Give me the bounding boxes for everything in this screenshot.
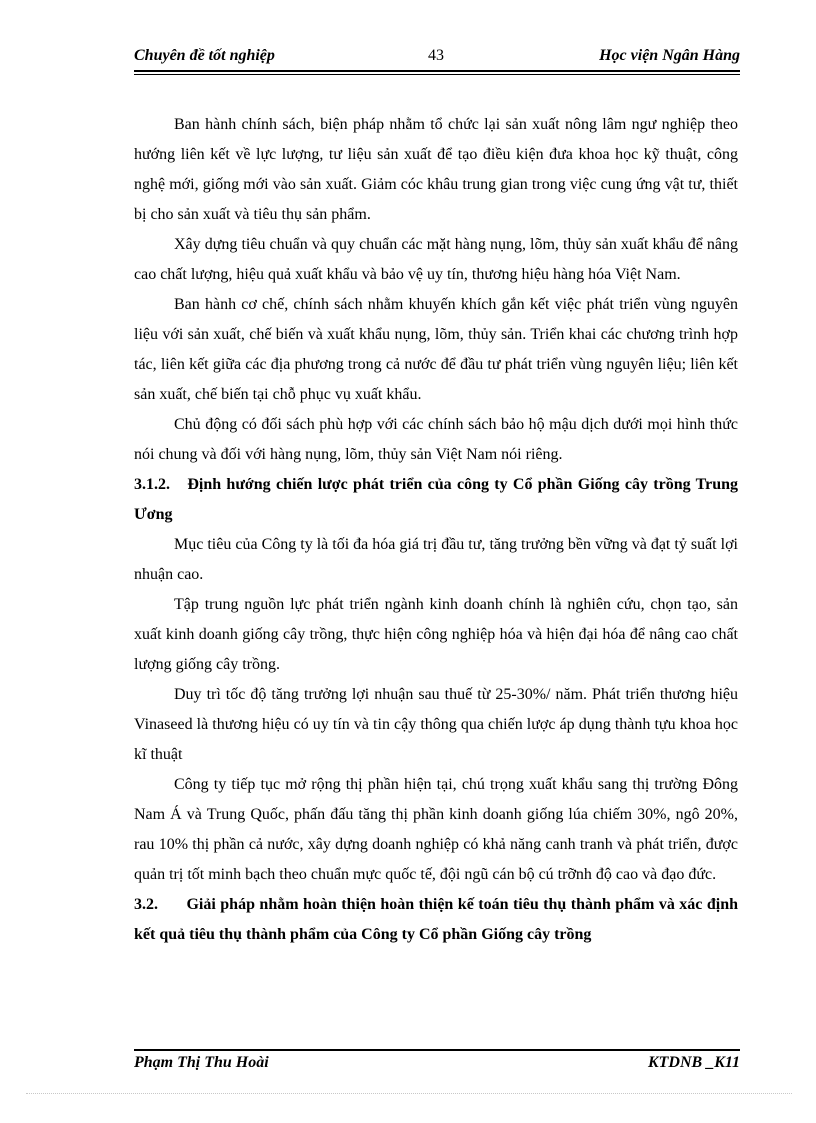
- section-title: Giải pháp nhằm hoàn thiện hoàn thiện kế toán tiêu thụ thành phẩm và xác định kết quả tiêu thụ thành phẩm của Công ty Cổ phần Giống cây trồng: [134, 896, 739, 943]
- paragraph: Tập trung nguồn lực phát triển ngành kinh doanh chính là nghiên cứu, chọn tạo, sản xuất kinh doanh giống cây trồng, thực hiện công nghiệp hóa và hiện đại hóa để nâng cao chất lượng giống cây trồng.: [134, 596, 738, 673]
- section-number: 3.1.2.: [134, 476, 170, 493]
- header-rule-thin: [134, 74, 740, 75]
- section-heading-3-1-2: [134, 470, 738, 530]
- header-page-number: 43: [428, 47, 444, 64]
- page-edge-divider: [26, 1093, 792, 1094]
- header-rule: [134, 70, 740, 72]
- paragraph: Công ty tiếp tục mở rộng thị phần hiện tại, chú trọng xuất khẩu sang thị trường Đông Nam Á và Trung Quốc, phấn đấu tăng thị phần kinh doanh giống lúa chiếm 30%, ngô 20%, rau 10% thị phần cả nước, xây dựng doanh nghiệp có khả năng canh tranh và phát triển, được quản trị tốt minh bạch theo chuẩn mực quốc tế, đội ngũ cán bộ cú trỡnh độ cao và đạo đức.: [134, 776, 738, 883]
- paragraph: Ban hành cơ chế, chính sách nhằm khuyến khích gắn kết việc phát triển vùng nguyên liệu với sản xuất, chế biến và xuất khẩu nụng, lõm, thủy sản. Triển khai các chương trình hợp tác, liên kết giữa các địa phương trong cả nước để đầu tư phát triển vùng nguyên liệu; liên kết sản xuất, chế biến tại chỗ phục vụ xuất khẩu.: [134, 296, 738, 403]
- paragraph: Chủ động có đối sách phù hợp với các chính sách bảo hộ mậu dịch dưới mọi hình thức nói chung và đối với hàng nụng, lõm, thủy sản Việt Nam nói riêng.: [134, 416, 738, 463]
- header-document-title: Chuyên đề tốt nghiệp: [134, 47, 275, 64]
- footer-class-code: KTDNB _K11: [647, 1054, 740, 1071]
- page-footer: [134, 1054, 740, 1078]
- header-institution: Học viện Ngân Hàng: [599, 47, 740, 64]
- paragraph: Duy trì tốc độ tăng trưởng lợi nhuận sau thuế từ 25-30%/ năm. Phát triển thương hiệu Vinaseed là thương hiệu có uy tín và tin cậy thông qua chiến lược áp dụng thành tựu khoa học kĩ thuật: [134, 686, 738, 763]
- section-title: Định hướng chiến lược phát triển của công ty Cổ phần Giống cây trồng Trung Ương: [134, 476, 738, 523]
- section-heading-3-2: [134, 890, 738, 950]
- paragraph: Xây dựng tiêu chuẩn và quy chuẩn các mặt hàng nụng, lõm, thủy sản xuất khẩu để nâng cao chất lượng, hiệu quả xuất khẩu và bảo vệ uy tín, thương hiệu hàng hóa Việt Nam.: [134, 236, 738, 283]
- page-body: [134, 110, 738, 950]
- section-number: 3.2.: [134, 896, 158, 913]
- footer-author: Phạm Thị Thu Hoài: [134, 1054, 269, 1071]
- paragraph: Mục tiêu của Công ty là tối đa hóa giá trị đầu tư, tăng trưởng bền vững và đạt tỷ suất lợi nhuận cao.: [134, 536, 738, 583]
- footer-rule: [134, 1049, 740, 1051]
- paragraph: Ban hành chính sách, biện pháp nhằm tổ chức lại sản xuất nông lâm ngư nghiệp theo hướng liên kết về lực lượng, tư liệu sản xuất để tạo điều kiện đưa khoa học kỹ thuật, công nghệ mới, giống mới vào sản xuất. Giảm cóc khâu trung gian trong việc cung ứng vật tư, thiết bị cho sản xuất và tiêu thụ sản phẩm.: [134, 116, 738, 223]
